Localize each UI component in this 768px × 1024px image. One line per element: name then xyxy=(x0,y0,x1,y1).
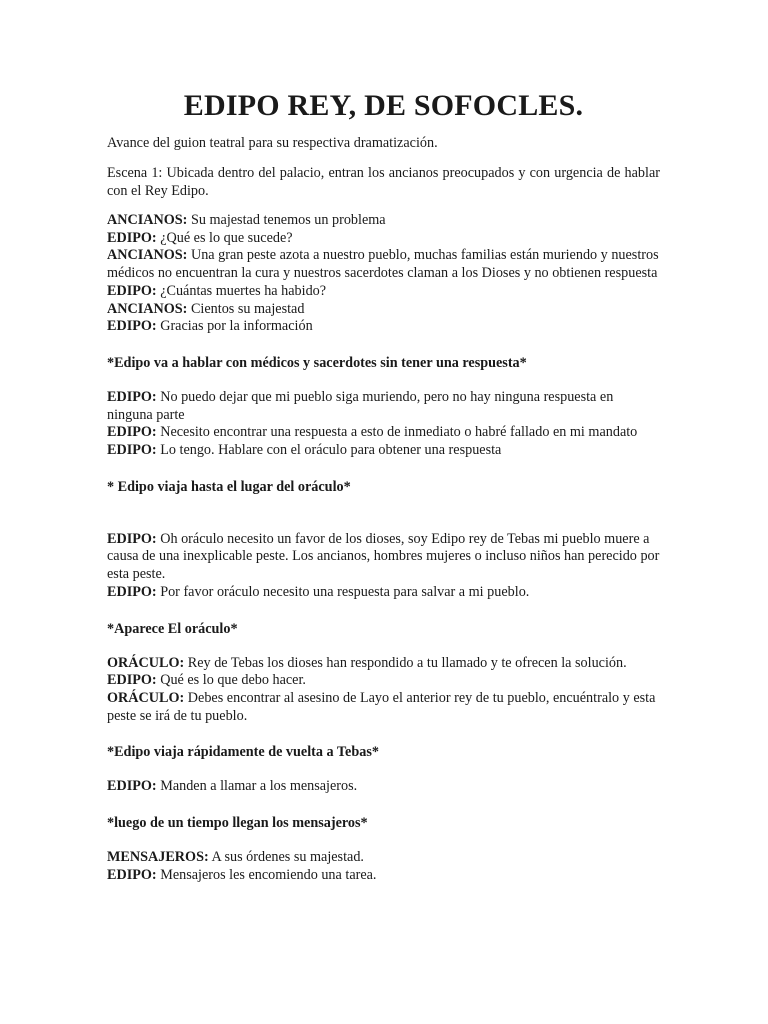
dialogue-line xyxy=(107,849,660,867)
speaker-name: EDIPO: xyxy=(107,530,157,547)
speaker-name: EDIPO: xyxy=(107,866,157,883)
dialogue-text: No puedo dejar que mi pueblo siga muriendo, pero no hay ninguna respuesta en ninguna parte xyxy=(107,388,614,423)
dialogue-line xyxy=(107,672,660,690)
dialogue-block xyxy=(107,778,660,796)
dialogue-text: Qué es lo que debo hacer. xyxy=(156,672,306,689)
stage-direction: *Edipo va a hablar con médicos y sacerdotes sin tener una respuesta* xyxy=(107,354,527,371)
dialogue-text: Manden a llamar a los mensajeros. xyxy=(156,778,358,795)
intro-paragraph: Avance del guion teatral para su respectiva dramatización. xyxy=(107,135,438,151)
dialogue-text: Oh oráculo necesito un favor de los dioses, soy Edipo rey de Tebas mi pueblo muere a causa de una inexplicable peste. Los ancianos, hombres mujeres o incluso niños han perecido por esta peste. xyxy=(107,530,660,583)
scene-description: Escena 1: Ubicada dentro del palacio, entran los ancianos preocupados y con urgencia de hablar con el Rey Edipo. xyxy=(107,165,660,199)
dialogue-text: Debes encontrar al asesino de Layo el anterior rey de tu pueblo, encuéntralo y esta peste se irá de tu pueblo. xyxy=(107,689,656,724)
speaker-name: ANCIANOS: xyxy=(107,247,188,264)
dialogue-line xyxy=(107,283,660,301)
document-title: EDIPO REY, DE SOFOCLES. xyxy=(183,89,584,122)
dialogue-block xyxy=(107,531,660,602)
speaker-name: EDIPO: xyxy=(107,282,157,299)
dialogue-line xyxy=(107,531,660,584)
dialogue-line xyxy=(107,655,660,673)
speaker-name: ORÁCULO: xyxy=(107,689,185,706)
dialogue-block xyxy=(107,212,660,336)
speaker-name: EDIPO: xyxy=(107,583,157,600)
speaker-name: EDIPO: xyxy=(107,672,157,689)
speaker-name: EDIPO: xyxy=(107,424,157,441)
dialogue-line xyxy=(107,690,660,725)
speaker-name: MENSAJEROS: xyxy=(107,849,209,866)
dialogue-block xyxy=(107,849,660,884)
dialogue-line xyxy=(107,584,660,602)
stage-direction: * Edipo viaja hasta el lugar del oráculo* xyxy=(107,478,351,495)
dialogue-line xyxy=(107,212,660,230)
dialogue-text: Su majestad tenemos un problema xyxy=(187,212,386,228)
dialogue-line xyxy=(107,389,660,424)
dialogue-text: ¿Qué es lo que sucede? xyxy=(156,229,293,246)
speaker-name: EDIPO: xyxy=(107,388,157,405)
dialogue-block xyxy=(107,389,660,460)
stage-direction: *Edipo viaja rápidamente de vuelta a Tebas* xyxy=(107,744,379,761)
stage-direction: *luego de un tiempo llegan los mensajeros* xyxy=(107,815,368,832)
document-page xyxy=(107,86,660,902)
speaker-name: ORÁCULO: xyxy=(107,654,185,671)
stage-direction: *Aparece El oráculo* xyxy=(107,620,238,637)
dialogue-text: ¿Cuántas muertes ha habido? xyxy=(156,282,327,299)
dialogue-line xyxy=(107,301,660,319)
speaker-name: ANCIANOS: xyxy=(107,212,188,228)
dialogue-text: Gracias por la información xyxy=(156,318,313,335)
dialogue-text: Por favor oráculo necesito una respuesta para salvar a mi pueblo. xyxy=(156,583,530,600)
dialogue-text: A sus órdenes su majestad. xyxy=(208,849,364,866)
dialogue-text: Una gran peste azota a nuestro pueblo, muchas familias están muriendo y nuestros médicos no encuentran la cura y nuestros sacerdotes claman a los Dioses y no obtienen respuesta xyxy=(107,247,659,282)
dialogue-line xyxy=(107,230,660,248)
speaker-name: EDIPO: xyxy=(107,229,157,246)
dialogue-text: Cientos su majestad xyxy=(187,300,305,317)
speaker-name: EDIPO: xyxy=(107,778,157,795)
dialogue-line xyxy=(107,778,660,796)
dialogue-text: Necesito encontrar una respuesta a esto de inmediato o habré fallado en mi mandato xyxy=(156,424,638,441)
dialogue-text: Lo tengo. Hablare con el oráculo para obtener una respuesta xyxy=(156,442,502,459)
speaker-name: EDIPO: xyxy=(107,442,157,459)
dialogue-text: Rey de Tebas los dioses han respondido a tu llamado y te ofrecen la solución. xyxy=(184,654,627,671)
dialogue-line xyxy=(107,318,660,336)
dialogue-line xyxy=(107,867,660,885)
dialogue-block xyxy=(107,655,660,726)
speaker-name: ANCIANOS: xyxy=(107,300,188,317)
dialogue-line xyxy=(107,247,660,282)
dialogue-line xyxy=(107,442,660,460)
dialogue-line xyxy=(107,424,660,442)
speaker-name: EDIPO: xyxy=(107,318,157,335)
dialogue-text: Mensajeros les encomiendo una tarea. xyxy=(156,866,377,883)
